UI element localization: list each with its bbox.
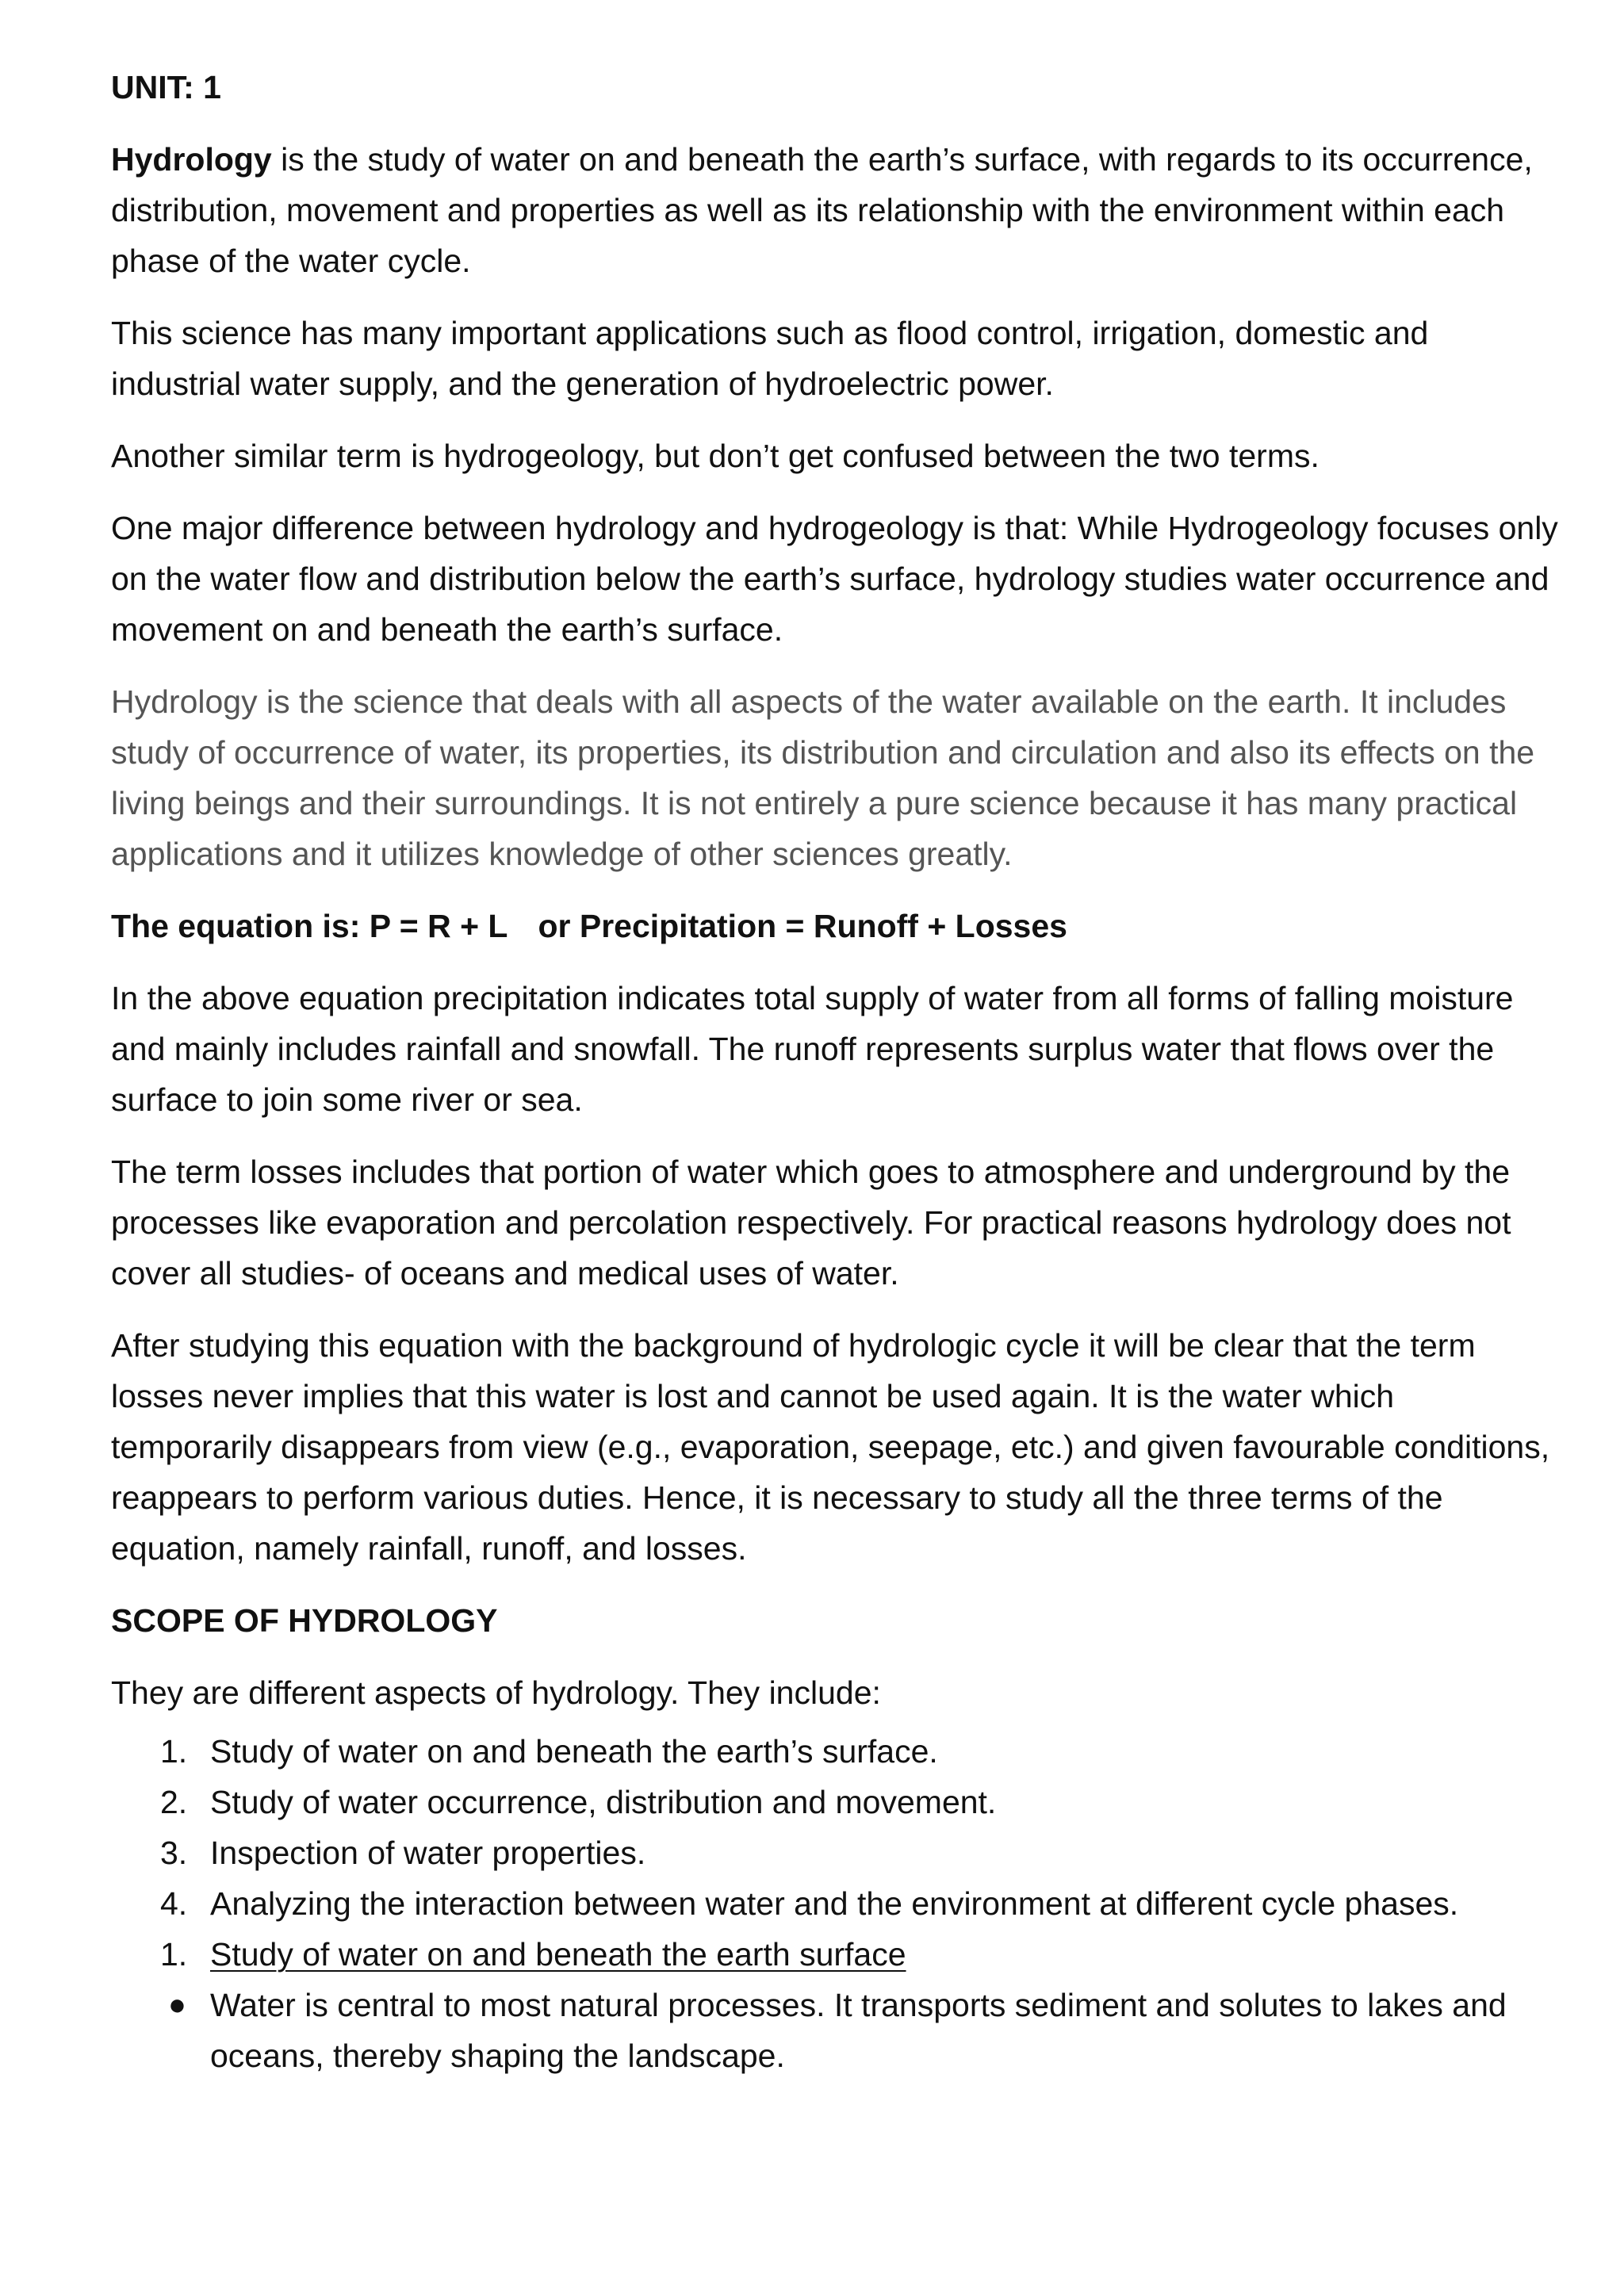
scope-item-text: Analyzing the interaction between water and the environment at different cycle phases.	[210, 1885, 1459, 1922]
after-studying-paragraph: After studying this equation with the background of hydrologic cycle it will be clear that the term losses never implies that this water is lost and cannot be used again. It is the water which temporarily disappears from view (e.g., evaporation, seepage, etc.) and given favourable conditions, reappears to perform various duties. Hence, it is necessary to study all the three terms of the equation, namely rainfall, runoff, and losses.	[111, 1327, 1550, 1567]
subsection-title: Study of water on and beneath the earth surface	[210, 1936, 906, 1973]
applications-paragraph: This science has many important applications such as flood control, irrigation, domestic and industrial water supply, and the generation of hydroelectric power.	[111, 315, 1429, 402]
equation-words: or Precipitation = Runoff + Losses	[538, 908, 1067, 944]
intro-paragraph	[111, 134, 1561, 286]
bullet-list	[111, 1980, 1561, 2081]
unit-heading: UNIT: 1	[111, 69, 221, 105]
bullet-text: Water is central to most natural processes. It transports sediment and solutes to lakes and oceans, thereby shaping the landscape.	[210, 1987, 1507, 2074]
scope-item-number: 1.	[160, 1733, 188, 1770]
scope-item-number: 3.	[160, 1835, 188, 1871]
subsection-number: 1.	[160, 1936, 188, 1973]
equation-line	[111, 901, 1561, 951]
difference-paragraph: One major difference between hydrology and hydrogeology is that: While Hydrogeology focuses only on the water flow and distribution below the earth’s surface, hydrology studies water occurrence and movement on and beneath the earth’s surface.	[111, 510, 1558, 648]
hydrology-term: Hydrology	[111, 141, 272, 178]
scope-item-text: Study of water on and beneath the earth’s surface.	[210, 1733, 938, 1770]
scope-list	[111, 1726, 1561, 1980]
scope-heading: SCOPE OF HYDROLOGY	[111, 1602, 498, 1639]
scope-item	[111, 1827, 1561, 1878]
bullet-item	[111, 1980, 1561, 2081]
bullet-icon: ●	[168, 1988, 186, 2022]
equation-explanation-paragraph: In the above equation precipitation indicates total supply of water from all forms of falling moisture and mainly includes rainfall and snowfall. The runoff represents surplus water that flows over the surface to join some river or sea.	[111, 980, 1514, 1118]
scope-item-number: 4.	[160, 1885, 188, 1922]
losses-paragraph: The term losses includes that portion of water which goes to atmosphere and underground by the processes like evaporation and percolation respectively. For practical reasons hydrology does not cover all studies- of oceans and medical uses of water.	[111, 1154, 1511, 1292]
scope-item-text: Study of water occurrence, distribution and movement.	[210, 1784, 997, 1820]
scope-item-text: Inspection of water properties.	[210, 1835, 646, 1871]
scope-item	[111, 1777, 1561, 1827]
equation-symbolic: The equation is: P = R + L	[111, 908, 508, 944]
scope-item	[111, 1726, 1561, 1777]
definition-paragraph: Hydrology is the science that deals with all aspects of the water available on the earth. It includes study of occurrence of water, its properties, its distribution and circulation and also its effects on the living beings and their surroundings. It is not entirely a pure science because it has many practical applications and it utilizes knowledge of other sciences greatly.	[111, 683, 1535, 872]
scope-item-number: 2.	[160, 1784, 188, 1820]
subsection-heading	[111, 1929, 1561, 1980]
scope-intro: They are different aspects of hydrology. They include:	[111, 1674, 881, 1711]
scope-item	[111, 1878, 1561, 1929]
intro-rest: is the study of water on and beneath the earth’s surface, with regards to its occurrence, distribution, movement and properties as well as its relationship with the environment within each phase of the water cycle.	[111, 141, 1533, 279]
similar-term-paragraph: Another similar term is hydrogeology, but don’t get confused between the two terms.	[111, 438, 1320, 474]
